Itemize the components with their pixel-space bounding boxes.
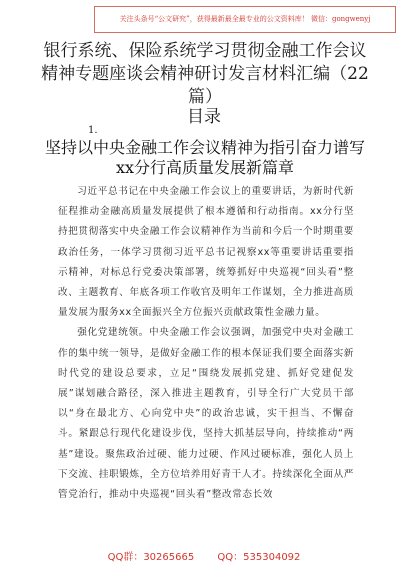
article-body — [58, 182, 354, 505]
footer-qq-group: QQ群：30265665 — [107, 552, 195, 563]
paragraph: 习近平总书记在中央金融工作会议上的重要讲话，为新时代新征程推动金融高质量发展提供了根本遵循和行动指南。xx分行坚持把贯彻落实中央金融工作会议精神作为当前和今后一个时期重要政治任务，一体学习贯彻习近平总书记视察xx等重要讲话重要指示精神，对标总行党委决策部署，统筹抓好中央巡视“回头看”整改、主题教育、年底各项工作收官及明年工作谋划，全力推进高质量发展为服务xx全面振兴全方位振兴贡献政策性金融力量。 — [58, 186, 354, 319]
document-title: 银行系统、保险系统学习贯彻金融工作会议精神专题座谈会精神研讨发言材料汇编（22篇） — [41, 41, 369, 107]
toc-label: 目录 — [187, 107, 221, 127]
footer-qq: QQ：535304092 — [217, 552, 301, 563]
top-banner: 关注头条号“公文研究”，获得最新最全最专业的公文资料库！ 微信：gongwenyj — [94, 6, 396, 33]
article-heading: 坚持以中央金融工作会议精神为指引奋力谱写xx分行高质量发展新篇章 — [44, 138, 365, 177]
item-number: 1. — [88, 125, 98, 136]
paragraph: 强化党建统领。中央金融工作会议强调，加强党中央对金融工作的集中统一领导，是做好金融工作的根本保证我们要全面落实新时代党的建设总要求，立足“围绕发展抓党建、抓好党建促发展”谋划融合路径，深入推进主题教育，引导全行广大党员干部以“身在最北方、心向党中央”的政治忠诚，实干担当、不懈奋斗。紧跟总行现代化建设步伐，坚持大抓基层导向，持续推动“两基”建设。聚焦政治过硬、能力过硬、作风过硬标准，强化人员上下交流、挂职锻炼，全方位培养用好青干人才。持续深化全面从严管党治行，推动中央巡视“回头看”整改常态长效 — [58, 327, 354, 501]
footer — [0, 548, 408, 563]
